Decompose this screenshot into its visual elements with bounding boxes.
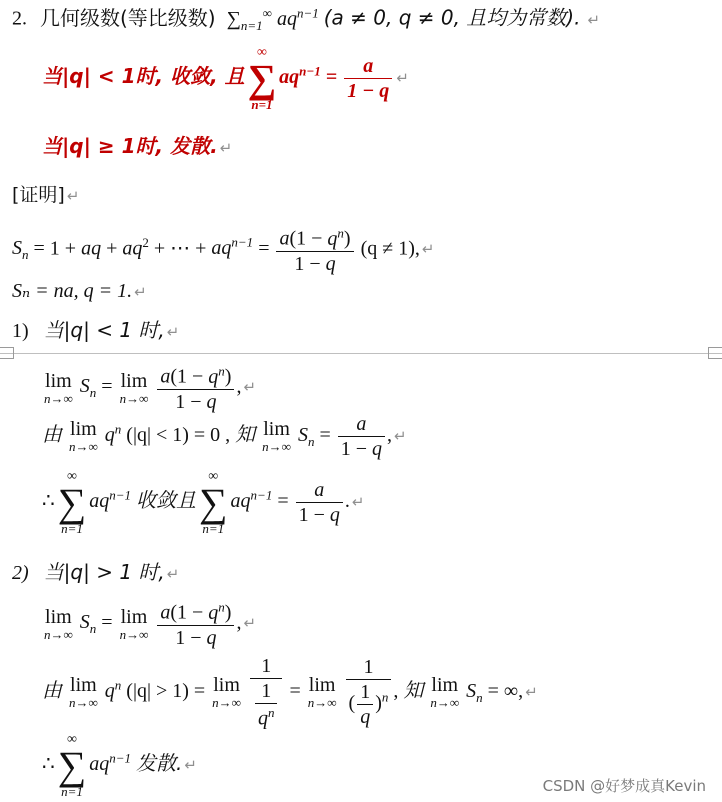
limit-operator: lim n→∞ — [69, 674, 98, 710]
since-line: 由 lim n→∞ $q^n$ (|q| < 1) = 0 , 知 lim n→∞ $S_n$ = $\frac{a}{1 - q}$ , ↵ — [42, 413, 407, 460]
limit-operator: lim n→∞ — [430, 674, 460, 710]
since-condition: (|q| < 1) = 0 , — [126, 424, 231, 447]
since-line-2: 由 lim n→∞ $q^n$ (|q| > 1) = lim n→∞ $\frac{1}{\frac{1}{q^n}}$ = lim n→∞ 1 ( $\frac{1}{q}$ )$^n$ , 知 lim n→∞ $S_n$ = ∞, ↵ — [42, 655, 538, 730]
diverge-text: 发散. — [136, 751, 183, 776]
paragraph-mark: ↵ — [243, 614, 257, 633]
paragraph-mark: ↵ — [587, 10, 601, 29]
watermark: CSDN @好梦成真Kevin — [542, 777, 706, 795]
item-number: 2. — [12, 7, 27, 30]
limit-operator: lim n→∞ — [262, 418, 291, 455]
paragraph-mark: ↵ — [394, 427, 407, 446]
case1-text: 当|q| < 1 时, — [43, 318, 165, 342]
sn-formula: $S_n = 1$ + aq + $aq^2$ + ⋯ + $aq^{n-1}$ = $\frac{a(1 - q^n)}{1 - q}$ (q ≠ 1), ↵ — [12, 225, 435, 275]
since-condition-2: (|q| > 1) = — [126, 679, 206, 702]
therefore-diverge-line: ∴ ∞ ∑ n=1 $aq^{n-1}$ 发散. ↵ — [42, 732, 197, 799]
result-fraction: $\frac{a}{1 - q}$ — [296, 480, 343, 525]
paragraph-mark: ↵ — [421, 240, 435, 259]
paragraph-mark: ↵ — [184, 756, 197, 775]
paragraph-mark: ↵ — [219, 139, 233, 157]
case2-text: 当|q| > 1 时, — [43, 560, 165, 584]
power-fraction: 1 ( $\frac{1}{q}$ )$^n$ — [346, 657, 392, 727]
sn-condition: (q ≠ 1), — [360, 237, 420, 260]
since-text-2: 由 — [42, 677, 62, 702]
sn-second: Sₙ = na, q = 1. — [12, 280, 133, 302]
reciprocal-fraction: $\frac{1}{\frac{1}{q^n}}$ — [250, 656, 283, 729]
limit-operator: lim n→∞ — [69, 418, 98, 455]
paragraph-mark: ↵ — [243, 378, 257, 397]
proof-label: [证明] — [12, 184, 65, 206]
limit-fraction: $\frac{a(1 - q^n)}{1 - q}$ — [157, 364, 234, 412]
summation-symbol: ∞ ∑ n=1 — [57, 732, 87, 799]
infinity-result: = ∞, — [487, 679, 524, 702]
know-text: 知 — [235, 422, 256, 447]
limit-operator: lim n→∞ — [307, 674, 337, 710]
proof-line — [12, 186, 79, 205]
paragraph-mark: ↵ — [66, 187, 80, 205]
summation-symbol: ∞ ∑ n=1 — [199, 469, 228, 536]
therefore-converge-line: ∴ ∞ ∑ n=1 $aq^{n-1}$ 收敛且 ∞ ∑ n=1 $aq^{n-1}$ = $\frac{a}{1 - q}$ . ↵ — [42, 469, 365, 536]
summation-symbol: ∞ ∑ n=1 — [57, 469, 87, 536]
limit-sn-line-2: lim n→∞ $S_n$ = lim n→∞ $\frac{a(1 - q^n)}{1 - q}$ , ↵ — [44, 599, 257, 649]
page-corner-right — [708, 347, 722, 359]
sn-second-line — [12, 281, 147, 301]
sn-fraction: $\frac{a(1 - q^n)}{1 - q}$ — [276, 226, 353, 274]
limit-operator: lim n→∞ — [119, 369, 149, 406]
limit-operator: lim n→∞ — [44, 605, 73, 642]
limit-operator: lim n→∞ — [212, 674, 241, 710]
paragraph-mark: ↵ — [396, 69, 409, 88]
paragraph-mark: ↵ — [166, 323, 180, 341]
convergence-statement: 当|q| < 1时, 收敛, 且 ∞ ∑ n=1 $aq^{n-1}$ = $\frac{a}{1 - q}$ ↵ — [42, 45, 409, 112]
heading-title: 几何级数(等比级数) — [40, 5, 216, 30]
page-corner-left — [0, 347, 14, 359]
case2-line — [12, 562, 179, 583]
limit-sn-line: lim n→∞ $S_n$ = lim n→∞ $\frac{a(1 - q^n)}{1 - q}$ , ↵ — [44, 363, 257, 413]
since-text: 由 — [42, 422, 62, 447]
paragraph-mark: ↵ — [351, 493, 365, 512]
result-fraction: $\frac{a}{1 - q}$ — [338, 414, 385, 459]
limit-fraction: $\frac{a(1 - q^n)}{1 - q}$ — [157, 600, 234, 648]
heading-line — [12, 6, 600, 32]
know-text-2: 知 — [403, 677, 424, 702]
divergence-statement — [42, 136, 232, 157]
paragraph-mark: ↵ — [166, 565, 180, 583]
sum-fraction: $\frac{a}{1 - q}$ — [344, 56, 392, 101]
heading-condition: (a ≠ 0, q ≠ 0, 且均为常数). — [323, 5, 581, 30]
paragraph-mark: ↵ — [134, 283, 147, 301]
case2-label: 2) — [12, 562, 29, 584]
paragraph-mark: ↵ — [525, 682, 538, 701]
heading-sum: $\sum_{n=1}^\infty$ $aq^{n-1}$ — [226, 5, 319, 33]
convergence-prefix: 当|q| < 1时, 收敛, 且 — [42, 64, 245, 89]
converge-text: 收敛且 — [136, 488, 197, 513]
summation-symbol: ∞ ∑ n=1 — [247, 45, 277, 112]
limit-operator: lim n→∞ — [119, 605, 149, 642]
limit-operator: lim n→∞ — [44, 369, 73, 406]
divergence-text: 当|q| ≥ 1时, 发散. — [42, 134, 218, 158]
page-break-line — [0, 353, 722, 354]
case1-line — [12, 320, 179, 341]
case1-label: 1) — [12, 320, 29, 342]
